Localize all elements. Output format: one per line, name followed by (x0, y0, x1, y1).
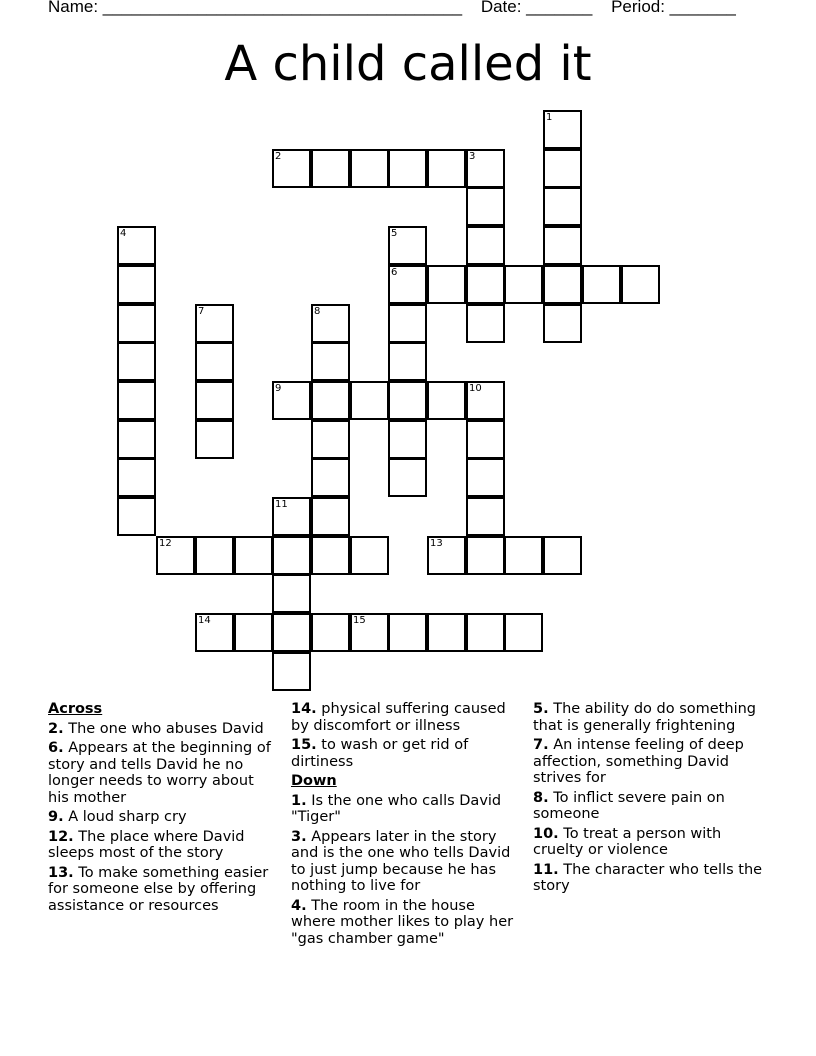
crossword-cell[interactable] (350, 381, 389, 420)
crossword-cell[interactable] (427, 381, 466, 420)
crossword-cell[interactable] (311, 536, 350, 575)
crossword-cell[interactable] (388, 458, 427, 497)
crossword-cell[interactable] (234, 613, 273, 652)
cell-number: 12 (159, 538, 172, 549)
crossword-cell[interactable] (272, 613, 311, 652)
crossword-cell[interactable] (234, 536, 273, 575)
crossword-cell[interactable] (311, 497, 350, 536)
crossword-cell[interactable] (543, 149, 582, 188)
crossword-cell[interactable] (195, 381, 234, 420)
cell-number: 15 (353, 615, 366, 626)
crossword-cell[interactable] (311, 149, 350, 188)
clue-down-10: 10. To treat a person with cruelty or violence (533, 825, 722, 858)
crossword-cell[interactable] (466, 226, 505, 265)
cell-number: 14 (198, 615, 211, 626)
crossword-cell[interactable] (543, 187, 582, 226)
cell-number: 11 (275, 499, 288, 510)
cell-number: 9 (275, 383, 282, 394)
clue-across-14: 14. physical suffering caused by discomfort or illness (291, 701, 506, 734)
clue-column-1 (48, 701, 278, 917)
clue-across-2: 2. The one who abuses David (48, 720, 264, 737)
crossword-cell[interactable] (466, 613, 505, 652)
crossword-cell[interactable] (466, 420, 505, 459)
crossword-cell[interactable] (466, 536, 505, 575)
crossword-cell[interactable] (117, 304, 156, 343)
crossword-cell[interactable] (388, 304, 427, 343)
crossword-cell[interactable] (388, 226, 427, 265)
crossword-cell[interactable] (543, 265, 582, 304)
clue-across-13: 13. To make something easier for someone else by offering assistance or resources (48, 864, 269, 914)
crossword-cell[interactable] (543, 110, 582, 149)
crossword-cell[interactable] (388, 149, 427, 188)
clue-down-3: 3. Appears later in the story and is the one who tells David to just jump because he has nothing to live for (291, 828, 511, 894)
crossword-cell[interactable] (117, 342, 156, 381)
crossword-cell[interactable] (117, 381, 156, 420)
crossword-cell[interactable] (504, 536, 543, 575)
crossword-cell[interactable] (311, 458, 350, 497)
name-field-label: Name: ______________________________________ (48, 0, 463, 16)
crossword-cell[interactable] (388, 265, 427, 304)
crossword-cell[interactable] (427, 613, 466, 652)
crossword-cell[interactable] (466, 304, 505, 343)
crossword-cell[interactable] (272, 149, 311, 188)
crossword-cell[interactable] (427, 265, 466, 304)
crossword-cell[interactable] (350, 613, 389, 652)
crossword-cell[interactable] (388, 613, 427, 652)
crossword-cell[interactable] (195, 342, 234, 381)
cell-number: 13 (430, 538, 443, 549)
crossword-cell[interactable] (504, 613, 543, 652)
date-field-label: Date: _______ (480, 0, 593, 16)
period-field-label: Period: _______ (611, 0, 736, 16)
down-heading: Down (291, 773, 337, 789)
cell-number: 4 (120, 228, 127, 239)
crossword-cell[interactable] (466, 149, 505, 188)
crossword-cell[interactable] (543, 304, 582, 343)
crossword-cell[interactable] (466, 265, 505, 304)
crossword-cell[interactable] (350, 149, 389, 188)
crossword-cell[interactable] (272, 574, 311, 613)
crossword-cell[interactable] (156, 536, 195, 575)
crossword-cell[interactable] (543, 536, 582, 575)
clue-column-3 (533, 701, 763, 898)
clue-across-15: 15. to wash or get rid of dirtiness (291, 737, 469, 770)
crossword-cell[interactable] (311, 342, 350, 381)
crossword-cell[interactable] (543, 226, 582, 265)
crossword-cell[interactable] (427, 536, 466, 575)
crossword-cell[interactable] (195, 304, 234, 343)
cell-number: 6 (391, 267, 398, 278)
crossword-cell[interactable] (272, 497, 311, 536)
clue-down-5: 5. The ability do do something that is generally frightening (533, 701, 756, 734)
clue-down-11: 11. The character who tells the story (533, 861, 763, 894)
cell-number: 3 (469, 151, 476, 162)
clue-down-7: 7. An intense feeling of deep affection, something David strives for (533, 737, 744, 786)
clue-down-1: 1. Is the one who calls David "Tiger" (291, 792, 502, 825)
crossword-cell[interactable] (466, 187, 505, 226)
crossword-cell[interactable] (350, 536, 389, 575)
crossword-cell[interactable] (388, 420, 427, 459)
cell-number: 8 (314, 306, 321, 317)
crossword-cell[interactable] (272, 652, 311, 691)
crossword-cell[interactable] (582, 265, 621, 304)
crossword-cell[interactable] (195, 613, 234, 652)
crossword-cell[interactable] (117, 497, 156, 536)
crossword-cell[interactable] (466, 458, 505, 497)
clue-across-6: 6. Appears at the beginning of story and tells David he no longer needs to worry about his mother (48, 740, 271, 806)
crossword-cell[interactable] (117, 420, 156, 459)
crossword-cell[interactable] (504, 265, 543, 304)
crossword-cell[interactable] (621, 265, 660, 304)
cell-number: 7 (198, 306, 205, 317)
crossword-cell[interactable] (311, 381, 350, 420)
clue-down-4: 4. The room in the house where mother likes to play her "gas chamber game" (291, 897, 514, 947)
cell-number: 2 (275, 151, 282, 162)
crossword-cell[interactable] (427, 149, 466, 188)
cell-number: 1 (546, 112, 553, 123)
crossword-cell[interactable] (388, 381, 427, 420)
cell-number: 10 (469, 383, 482, 394)
crossword-cell[interactable] (311, 420, 350, 459)
across-heading: Across (48, 701, 103, 717)
crossword-cell[interactable] (388, 342, 427, 381)
crossword-cell[interactable] (195, 536, 234, 575)
crossword-cell[interactable] (117, 265, 156, 304)
crossword-cell[interactable] (117, 458, 156, 497)
page-title: A child called it (224, 36, 592, 92)
clue-column-2 (291, 701, 523, 950)
crossword-cell[interactable] (466, 497, 505, 536)
crossword-cell[interactable] (311, 613, 350, 652)
crossword-cell[interactable] (466, 381, 505, 420)
crossword-cell[interactable] (311, 304, 350, 343)
crossword-cell[interactable] (272, 381, 311, 420)
crossword-cell[interactable] (117, 226, 156, 265)
crossword-cell[interactable] (195, 420, 234, 459)
clue-across-12: 12. The place where David sleeps most of the story (48, 828, 245, 861)
clue-across-9: 9. A loud sharp cry (48, 809, 187, 825)
crossword-cell[interactable] (272, 536, 311, 575)
clue-down-8: 8. To inflict severe pain on someone (533, 789, 725, 822)
cell-number: 5 (391, 228, 398, 239)
